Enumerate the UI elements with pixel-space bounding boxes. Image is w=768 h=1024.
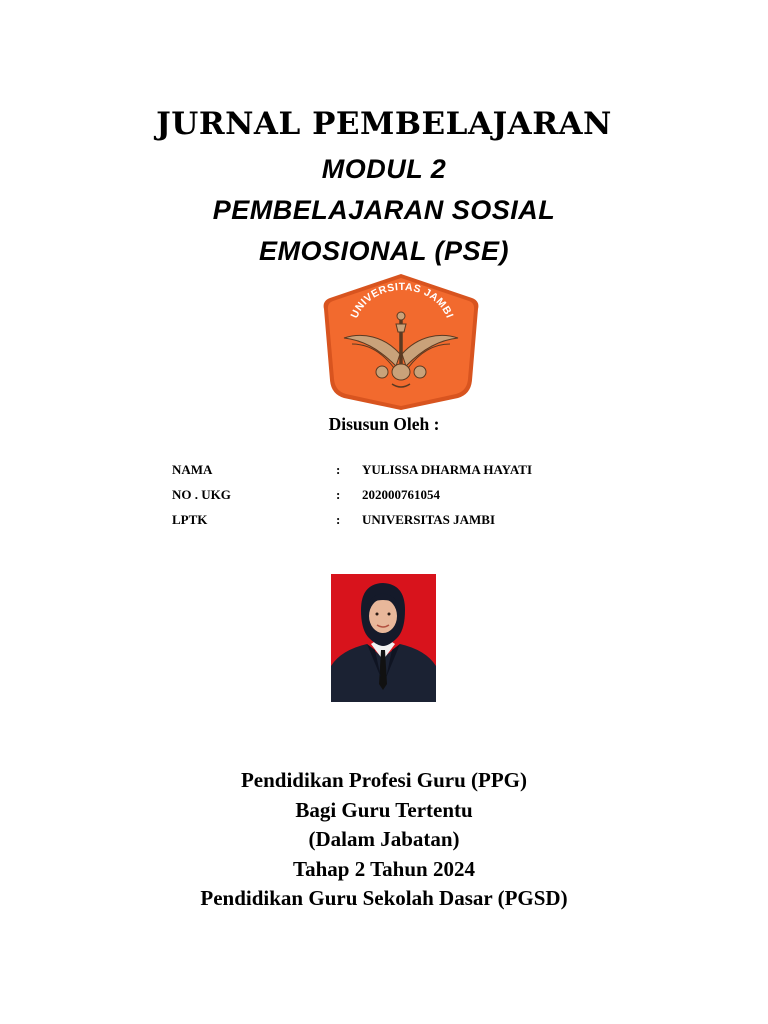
- portrait-photo: [331, 574, 436, 702]
- info-row-ukg: [172, 487, 612, 512]
- info-separator: :: [336, 487, 341, 502]
- info-label: NAMA: [172, 462, 213, 477]
- footer-line: Pendidikan Guru Sekolah Dasar (PGSD): [200, 886, 568, 910]
- info-value: 202000761054: [362, 487, 440, 502]
- universitas-jambi-logo: [322, 272, 480, 412]
- info-value: YULISSA DHARMA HAYATI: [362, 462, 533, 477]
- info-row-lptk: [172, 512, 612, 537]
- module-title-line-1: PEMBELAJARAN SOSIAL: [212, 195, 556, 225]
- document-title: JURNAL PEMBELAJARAN: [156, 106, 612, 142]
- footer-line: Tahap 2 Tahun 2024: [293, 856, 475, 881]
- program-footer: [0, 766, 768, 914]
- footer-line: Bagi Guru Tertentu: [295, 797, 473, 822]
- author-info-table: [172, 462, 612, 537]
- byline-label: Disusun Oleh :: [328, 414, 440, 434]
- footer-line: Pendidikan Profesi Guru (PPG): [240, 768, 528, 792]
- footer-line: (Dalam Jabatan): [308, 827, 460, 851]
- module-number: MODUL 2: [321, 154, 447, 184]
- info-separator: :: [336, 462, 341, 477]
- info-row-name: [172, 462, 612, 487]
- info-separator: :: [336, 512, 341, 527]
- info-label: LPTK: [172, 512, 208, 527]
- info-label: NO . UKG: [172, 487, 231, 502]
- info-value: UNIVERSITAS JAMBI: [362, 512, 496, 527]
- module-title-line-2: EMOSIONAL (PSE): [258, 236, 510, 266]
- svg-text:UNIVERSITAS JAMBI: UNIVERSITAS JAMBI: [348, 281, 456, 321]
